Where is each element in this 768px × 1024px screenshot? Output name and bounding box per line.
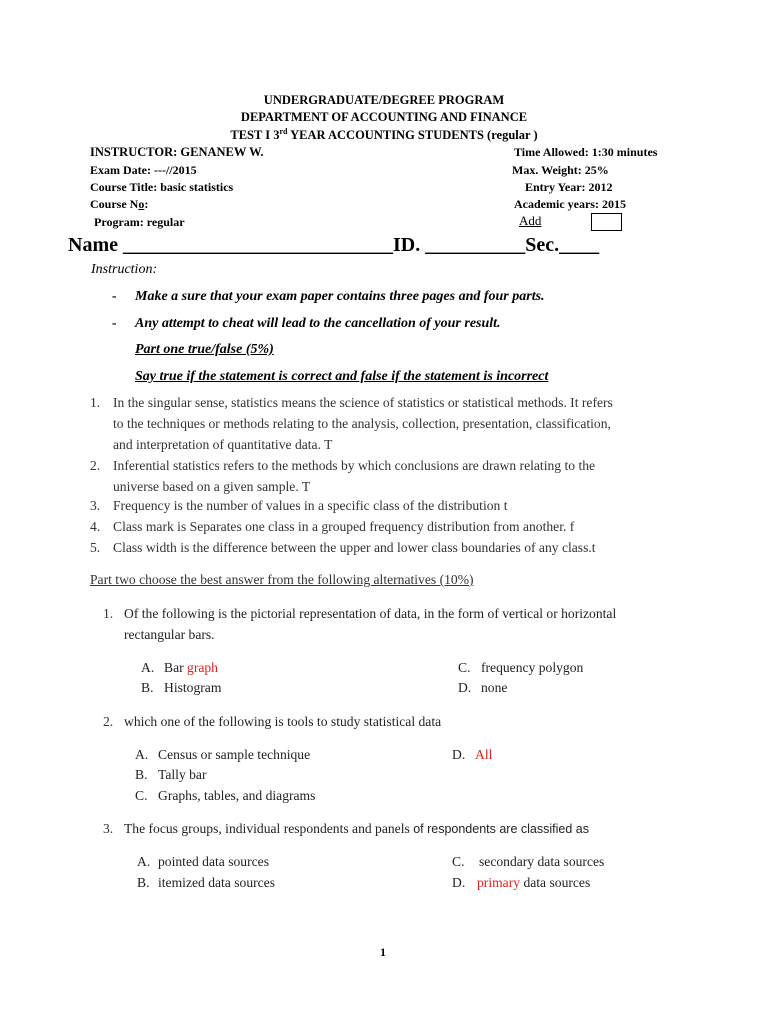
tf-item-1 [113, 392, 613, 455]
tf-num-3: 3. [90, 498, 101, 513]
tf-item-3: Frequency is the number of values in a specific class of the distribution t [113, 498, 508, 513]
mc-num-3: 3. [103, 821, 114, 836]
tf-num-2: 2. [90, 458, 101, 473]
q1-option-c: frequency polygon [481, 660, 584, 675]
tf-item-1-line-1: In the singular sense, statistics means the science of statistics or statistical methods. It refers [113, 395, 613, 410]
q2-option-d-letter: D. [452, 747, 466, 762]
tf-item-1-line-3: and interpretation of quantitative data. T [113, 437, 333, 452]
add-box [591, 213, 622, 231]
q3-option-b: itemized data sources [158, 875, 276, 890]
bullet-1: Make a sure that your exam paper contains three pages and four parts. [135, 289, 545, 304]
course-title: Course Title: basic statistics [90, 180, 234, 194]
tf-item-5: Class width is the difference between the upper and lower class boundaries of any class.t [113, 540, 596, 555]
course-no-o: o [138, 197, 145, 211]
test-sup: rd [279, 127, 288, 136]
instruction-label: Instruction: [91, 262, 158, 277]
entry-year: Entry Year: 2012 [525, 180, 613, 194]
q1-option-a-answer: graph [187, 660, 218, 675]
tf-num-4: 4. [90, 519, 101, 534]
max-weight: Max. Weight: 25% [512, 163, 609, 177]
tf-item-1-line-2: to the techniques or methods relating to the analysis, collection, presentation, classification, [113, 416, 611, 431]
mc-question-3 [124, 818, 589, 840]
mc-q1-line-2: rectangular bars. [124, 627, 215, 642]
q1-option-d-letter: D. [458, 680, 472, 695]
part-one-title: Part one true/false (5%) [135, 342, 274, 357]
exam-date: Exam Date: ---//2015 [90, 163, 197, 177]
q3-option-c: secondary data sources [479, 854, 605, 869]
mc-q3-text-a: The focus groups, individual respondents and panels [124, 821, 414, 836]
test-heading [0, 127, 768, 143]
part-one-instruction: Say true if the statement is correct and false if the statement is incorrect [135, 369, 549, 384]
mc-num-2: 2. [103, 714, 114, 729]
bullet-dash-2: - [112, 316, 117, 331]
instructor: INSTRUCTOR: GENANEW W. [90, 145, 264, 159]
q2-option-a: Census or sample technique [158, 747, 311, 762]
q3-option-a: pointed data sources [158, 854, 269, 869]
mc-num-1: 1. [103, 606, 114, 621]
mc-question-2: which one of the following is tools to study statistical data [124, 714, 442, 729]
q1-option-a-text: Bar [164, 660, 188, 675]
q1-option-a [164, 660, 218, 676]
q1-option-b: Histogram [164, 680, 222, 695]
program-label: Program: regular [94, 215, 185, 229]
tf-item-2-line-1: Inferential statistics refers to the methods by which conclusions are drawn relating to the [113, 458, 596, 473]
tf-item-4: Class mark is Separates one class in a grouped frequency distribution from another. f [113, 519, 575, 534]
q2-option-c: Graphs, tables, and diagrams [158, 788, 316, 803]
q2-option-a-letter: A. [135, 747, 149, 762]
tf-num-5: 5. [90, 540, 101, 555]
add-label: Add [519, 213, 542, 228]
tf-item-2 [113, 455, 595, 497]
q2-option-b: Tally bar [158, 767, 207, 782]
q3-option-d-text: data sources [520, 875, 591, 890]
mc-q3-text-b: of respondents are classified as [413, 822, 589, 836]
q1-option-c-letter: C. [458, 660, 471, 675]
test-suffix: YEAR ACCOUNTING STUDENTS (regular ) [287, 128, 538, 143]
part-two-title: Part two choose the best answer from the following alternatives (10%) [90, 572, 474, 587]
name-id-sec-line: Name ___________________________ID. __________Sec.____ [68, 234, 600, 256]
q3-option-c-letter: C. [452, 854, 465, 869]
test-prefix: TEST I 3 [230, 128, 280, 143]
program-heading: UNDERGRADUATE/DEGREE PROGRAM [263, 93, 505, 107]
bullet-2: Any attempt to cheat will lead to the cancellation of your result. [135, 316, 501, 331]
mc-question-1 [124, 603, 616, 645]
q3-option-d-letter: D. [452, 875, 466, 890]
tf-num-1: 1. [90, 395, 101, 410]
q3-option-d-answer: primary [477, 875, 521, 890]
q3-option-d [477, 875, 590, 891]
q3-option-b-letter: B. [137, 875, 150, 890]
q3-option-a-letter: A. [137, 854, 151, 869]
course-no-prefix: Course N [90, 197, 139, 211]
department-heading: DEPARTMENT OF ACCOUNTING AND FINANCE [240, 110, 528, 124]
time-allowed: Time Allowed: 1:30 minutes [514, 145, 658, 159]
bullet-dash-1: - [112, 289, 117, 304]
q2-option-c-letter: C. [135, 788, 148, 803]
course-no [90, 197, 148, 212]
q2-option-d-answer: All [475, 747, 493, 762]
academic-years: Academic years: 2015 [514, 197, 626, 211]
q1-option-b-letter: B. [141, 680, 154, 695]
q1-option-d: none [481, 680, 508, 695]
q1-option-a-letter: A. [141, 660, 155, 675]
tf-item-2-line-2: universe based on a given sample. T [113, 479, 311, 494]
q2-option-b-letter: B. [135, 767, 148, 782]
course-no-colon: : [144, 197, 149, 211]
page-number: 1 [380, 945, 386, 959]
mc-q1-line-1: Of the following is the pictorial representation of data, in the form of vertical or horizontal [124, 606, 617, 621]
